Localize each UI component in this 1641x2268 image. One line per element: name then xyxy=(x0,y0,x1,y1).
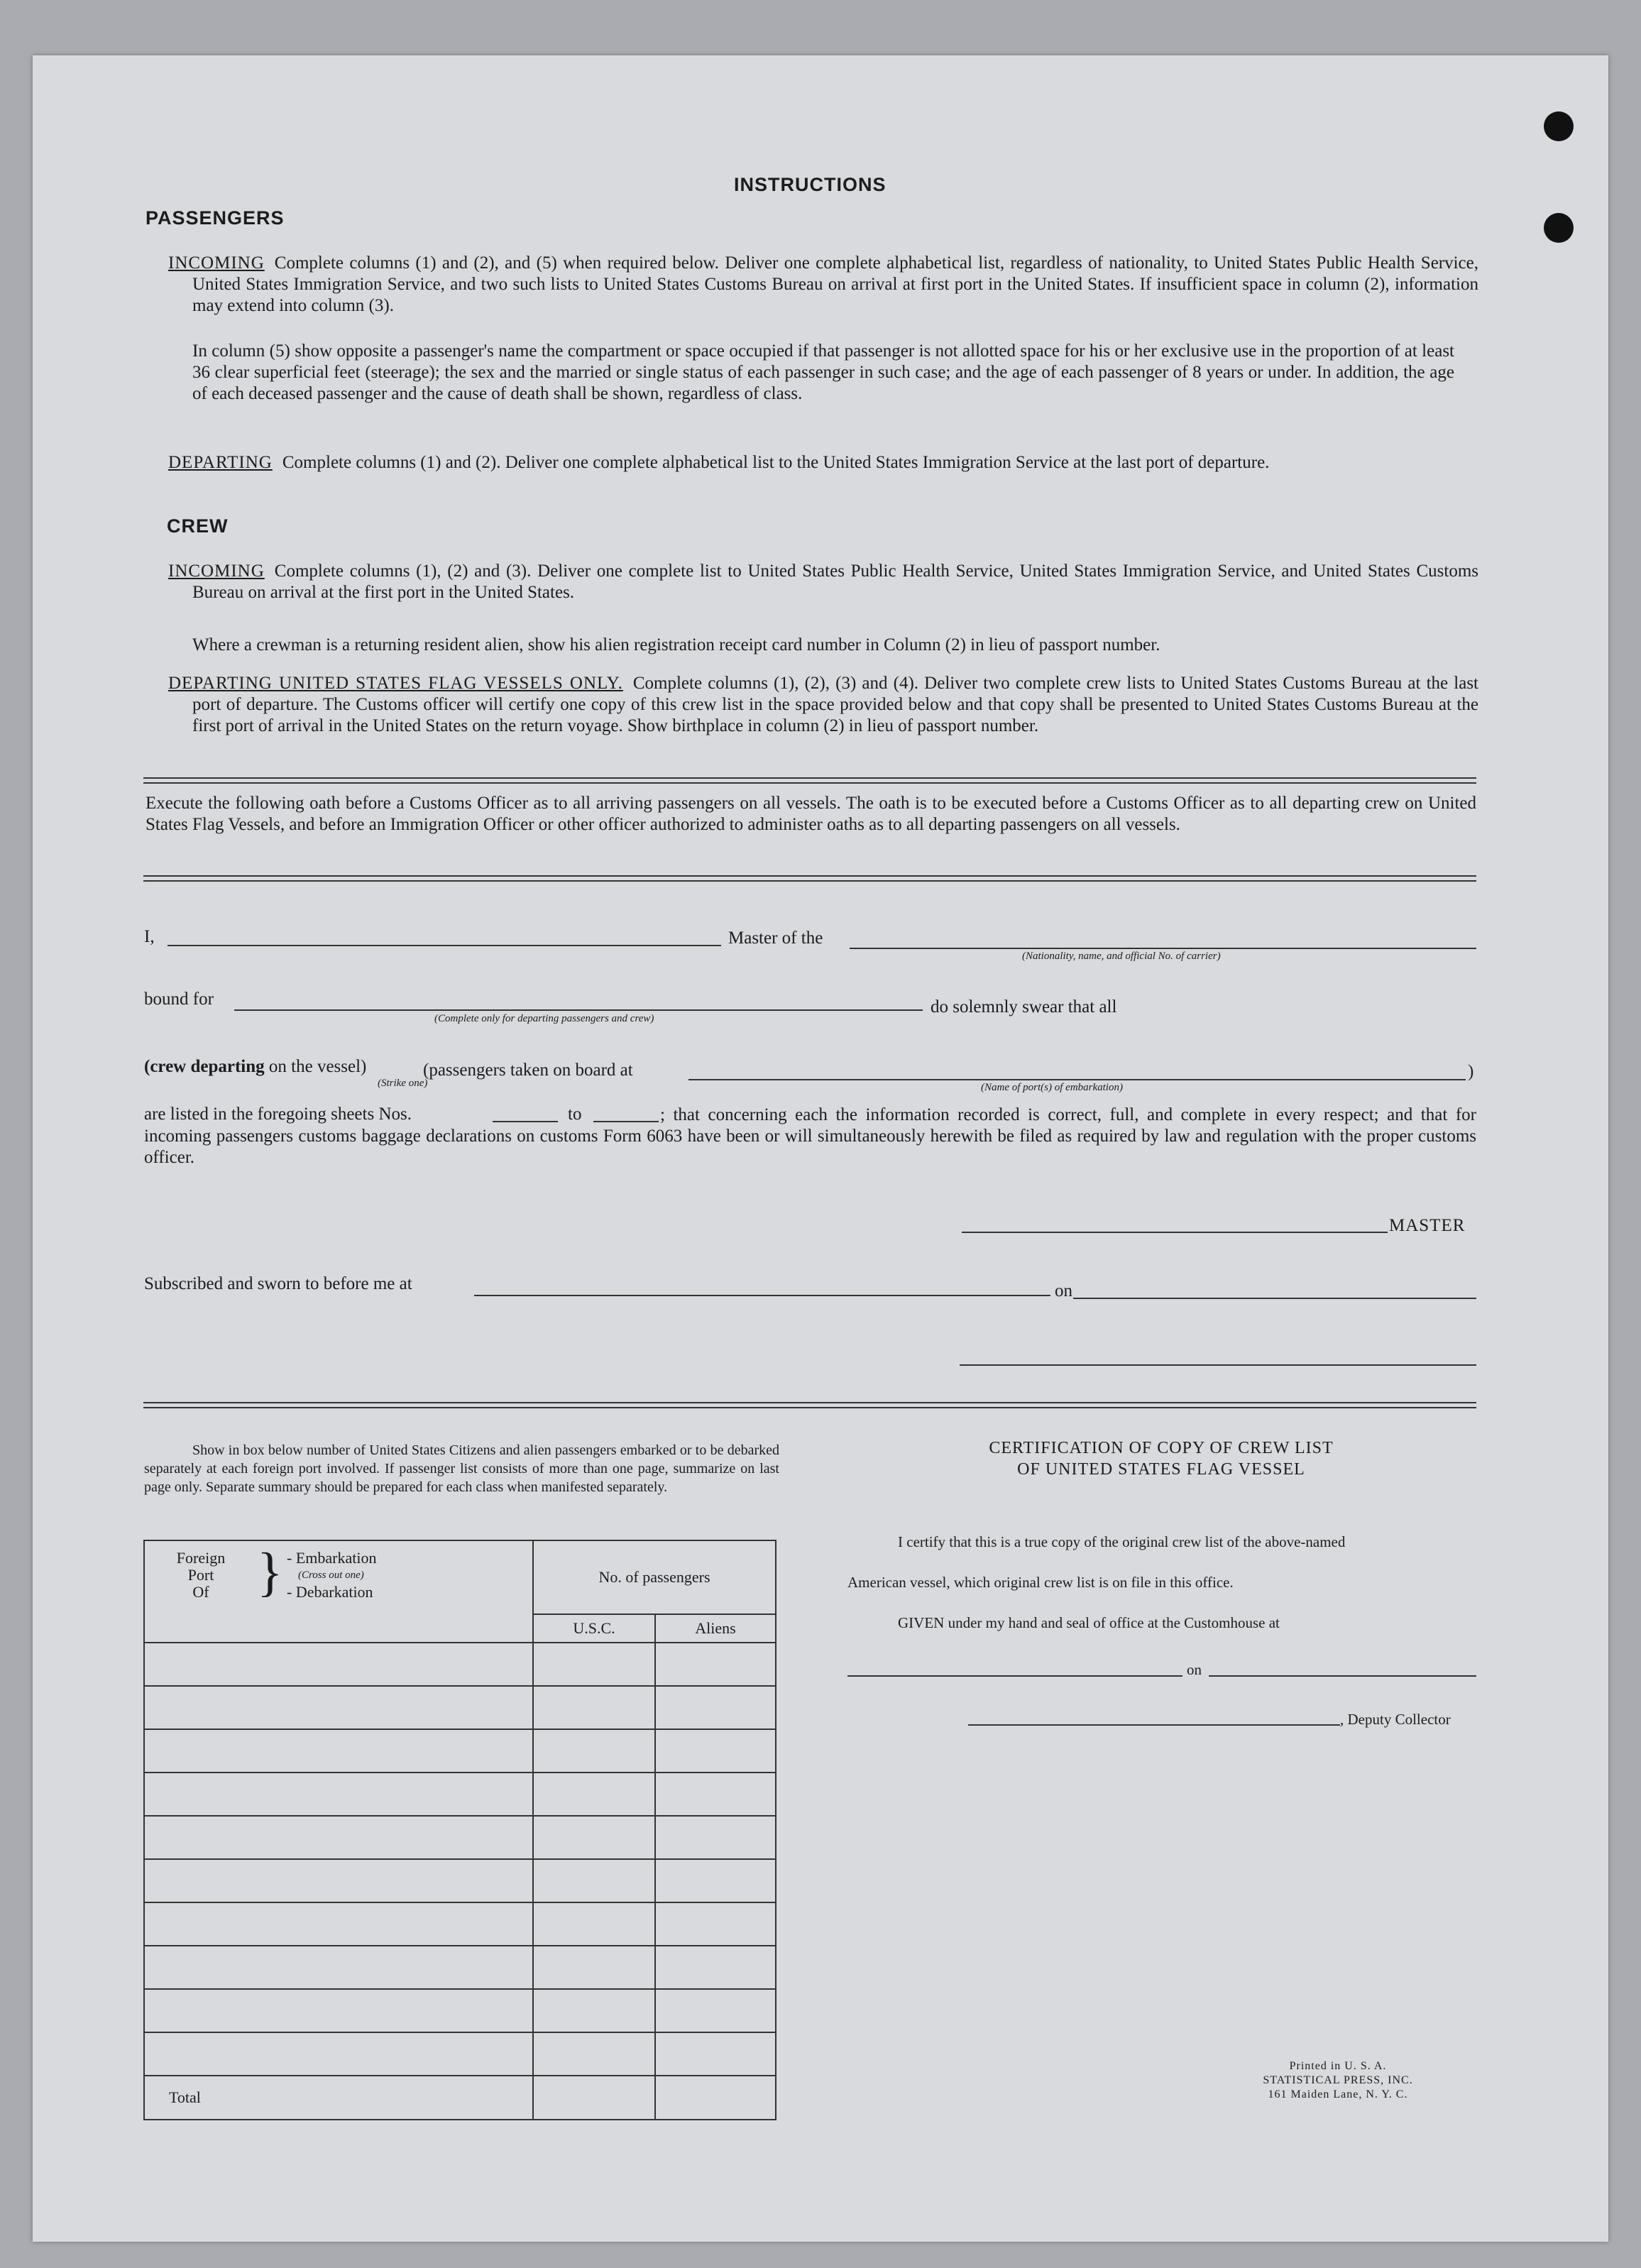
aliens-cell[interactable] xyxy=(655,1902,776,1946)
master-label: MASTER xyxy=(1389,1216,1466,1235)
divider xyxy=(143,777,1476,784)
crew-incoming-text: Complete columns (1), (2) and (3). Deliver one complete list to United States Public Health Service, United States Immigration Service, and United States Customs Bureau on arrival at the first port in the United States. xyxy=(192,561,1478,602)
crew-heading: CREW xyxy=(167,515,229,537)
printer-line2: STATISTICAL PRESS, INC. xyxy=(1263,2074,1413,2086)
sworn-on-label: on xyxy=(1055,1281,1072,1300)
port-header-label xyxy=(145,1550,257,1601)
certify-line2: American vessel, which original crew list is on file in this office. xyxy=(847,1574,1234,1591)
printer-imprint xyxy=(1235,2059,1441,2102)
usc-cell[interactable] xyxy=(533,1946,655,1989)
punch-hole xyxy=(1544,111,1574,141)
port-label: Port xyxy=(187,1566,214,1584)
usc-total-cell[interactable] xyxy=(533,2076,655,2120)
aliens-header: Aliens xyxy=(655,1614,776,1643)
aliens-cell[interactable] xyxy=(655,1773,776,1816)
passengers-column5-paragraph: In column (5) show opposite a passenger's name the compartment or space occupied if that passenger is not allotted space for his or her exclusive use in the proportion of at least 36 clear superficial feet (steerage); the sex and the married or single status of each passenger in such case; and the age of each passenger of 8 years or under. In addition, the age of each deceased passenger and the cause of death shall be shown, regardless of class. xyxy=(192,341,1454,403)
aliens-cell[interactable] xyxy=(655,1946,776,1989)
usc-cell[interactable] xyxy=(533,1989,655,2032)
deputy-signature-field[interactable] xyxy=(968,1724,1340,1726)
no-passengers-header: No. of passengers xyxy=(533,1540,776,1614)
crew-departing-text: Complete columns (1), (2), (3) and (4). Deliver two complete crew lists to United States Customs Bureau at the last port of departure. The Customs officer will certify one copy of this crew list in the space provided below and that copy shall be presented to United States Customs Bureau at the first port of arrival in the United States on the return voyage. Show birthplace in column (2) in lieu of passport number. xyxy=(192,674,1478,735)
aliens-cell[interactable] xyxy=(655,1989,776,2032)
port-cell[interactable] xyxy=(144,1729,533,1773)
port-cell[interactable] xyxy=(144,1816,533,1859)
port-cell[interactable] xyxy=(144,1643,533,1686)
customhouse-field[interactable] xyxy=(847,1675,1182,1677)
printer-line1: Printed in U. S. A. xyxy=(1289,2060,1387,2072)
usc-header: U.S.C. xyxy=(533,1614,655,1643)
port-header-cell xyxy=(144,1540,533,1643)
aliens-cell[interactable] xyxy=(655,1816,776,1859)
ports-caption: (Name of port(s) of embarkation) xyxy=(981,1082,1123,1093)
embarkation-ports-field[interactable] xyxy=(688,1079,1466,1080)
crew-alien-paragraph: Where a crewman is a returning resident alien, show his alien registration receipt card number in Column (2) in lieu of passport number. xyxy=(192,635,1160,654)
bound-for-label: bound for xyxy=(144,990,214,1009)
of-label: Of xyxy=(192,1583,209,1601)
given-line: GIVEN under my hand and seal of office at the Customhouse at xyxy=(898,1614,1280,1631)
usc-cell[interactable] xyxy=(533,2032,655,2076)
passengers-incoming-paragraph xyxy=(168,253,1478,317)
embark-debark-options xyxy=(287,1550,376,1601)
sworn-place-field[interactable] xyxy=(474,1295,1050,1296)
certify-line1: I certify that this is a true copy of the original crew list of the above-named xyxy=(898,1533,1346,1550)
close-paren: ) xyxy=(1468,1062,1474,1081)
passenger-summary-table xyxy=(143,1540,776,2120)
aliens-cell[interactable] xyxy=(655,2032,776,2076)
master-name-field[interactable] xyxy=(168,945,721,946)
port-cell[interactable] xyxy=(144,1989,533,2032)
debarkation-option[interactable]: - Debarkation xyxy=(287,1583,373,1601)
cert-date-field[interactable] xyxy=(1209,1675,1476,1677)
foreign-label: Foreign xyxy=(176,1549,226,1567)
port-cell[interactable] xyxy=(144,1773,533,1816)
passengers-departing-text: Complete columns (1) and (2). Deliver one complete alphabetical list to the United States Immigration Service at the last port of departure. xyxy=(282,453,1270,472)
on-vessel-text: on the vessel) xyxy=(268,1057,367,1076)
crew-departing-option[interactable] xyxy=(144,1057,366,1077)
crew-incoming-label: INCOMING xyxy=(168,561,265,581)
usc-cell[interactable] xyxy=(533,1729,655,1773)
passengers-incoming-text: Complete columns (1) and (2), and (5) when required below. Deliver one complete alphabetical list, regardless of nationality, to United States Public Health Service, United States Immigration Service, and two such lists to United States Customs Bureau on arrival at first port in the United States. If insufficient space in column (2), information may extend into column (3). xyxy=(192,253,1478,315)
crew-departing-bold: (crew departing xyxy=(144,1057,265,1076)
summary-note: Show in box below number of United States Citizens and alien passengers embarked or to be debarked separately at each foreign port involved. If passenger list consists of more than one page, summarize on last page only. Separate summary should be prepared for each class when manifested separately. xyxy=(144,1442,779,1495)
crew-departing-paragraph xyxy=(168,673,1478,737)
punch-hole xyxy=(1544,213,1574,243)
aliens-cell[interactable] xyxy=(655,1859,776,1902)
usc-cell[interactable] xyxy=(533,1816,655,1859)
usc-cell[interactable] xyxy=(533,1686,655,1729)
deputy-collector-label: , Deputy Collector xyxy=(1340,1711,1451,1728)
port-cell[interactable] xyxy=(144,1859,533,1902)
bound-caption: (Complete only for departing passengers and crew) xyxy=(434,1013,654,1024)
officer-signature-field[interactable] xyxy=(960,1364,1476,1366)
sworn-date-field[interactable] xyxy=(1073,1298,1476,1299)
oath-instructions: Execute the following oath before a Customs Officer as to all arriving passengers on all vessels. The oath is to be executed before a Customs Officer as to all departing crew on United States Flag Vessels, and before an Immigration Officer or other officer authorized to administer oaths as to all departing passengers on all vessels. xyxy=(146,794,1476,834)
sheets-text-a: are listed in the foregoing sheets Nos. xyxy=(144,1105,412,1124)
certification-heading-line1: CERTIFICATION OF COPY OF CREW LIST xyxy=(989,1439,1334,1457)
port-cell[interactable] xyxy=(144,2032,533,2076)
usc-cell[interactable] xyxy=(533,1902,655,1946)
carrier-caption: (Nationality, name, and official No. of carrier) xyxy=(1022,951,1221,962)
divider xyxy=(143,1402,1476,1408)
master-signature-field[interactable] xyxy=(962,1232,1388,1233)
master-of-label: Master of the xyxy=(728,928,823,948)
bound-for-field[interactable] xyxy=(234,1009,923,1011)
instructions-title: INSTRUCTIONS xyxy=(734,174,887,195)
brace-icon: } xyxy=(257,1543,283,1602)
passengers-incoming-label: INCOMING xyxy=(168,253,265,273)
sheets-to-label: to xyxy=(568,1105,582,1124)
printer-line3: 161 Maiden Lane, N. Y. C. xyxy=(1268,2088,1408,2100)
crew-departing-label: DEPARTING UNITED STATES FLAG VESSELS ONLY. xyxy=(168,674,623,693)
usc-cell[interactable] xyxy=(533,1859,655,1902)
passengers-departing-paragraph xyxy=(168,452,1478,473)
passengers-heading: PASSENGERS xyxy=(146,207,285,229)
crew-incoming-paragraph xyxy=(168,561,1478,603)
oath-i-label: I, xyxy=(144,927,155,946)
embarkation-option[interactable]: - Embarkation xyxy=(287,1549,377,1567)
strike-caption: (Strike one) xyxy=(378,1078,428,1089)
cross-out-caption: (Cross out one) xyxy=(298,1569,364,1581)
swear-label: do solemnly swear that all xyxy=(931,997,1117,1017)
passengers-taken-option[interactable]: (passengers taken on board at xyxy=(423,1061,633,1080)
cert-on-label: on xyxy=(1187,1661,1202,1678)
subscribed-label: Subscribed and sworn to before me at xyxy=(144,1274,412,1293)
aliens-total-cell[interactable] xyxy=(655,2076,776,2120)
total-label: Total xyxy=(144,2076,533,2120)
divider xyxy=(143,875,1476,882)
port-cell[interactable] xyxy=(144,1686,533,1729)
sheets-text-b: ; that concerning each the information recorded is correct, full, and complete in every respect; and that for incoming passengers customs baggage declarations on customs Form 6063 have been or will simultaneously herewith be filed as required by law and regulation with the proper customs officer. xyxy=(144,1105,1476,1167)
carrier-field[interactable] xyxy=(850,948,1476,949)
certification-heading-line2: OF UNITED STATES FLAG VESSEL xyxy=(1017,1460,1305,1479)
usc-cell[interactable] xyxy=(533,1643,655,1686)
aliens-cell[interactable] xyxy=(655,1729,776,1773)
usc-cell[interactable] xyxy=(533,1773,655,1816)
port-cell[interactable] xyxy=(144,1902,533,1946)
certification-heading xyxy=(877,1437,1445,1480)
port-cell[interactable] xyxy=(144,1946,533,1989)
aliens-cell[interactable] xyxy=(655,1686,776,1729)
aliens-cell[interactable] xyxy=(655,1643,776,1686)
passengers-departing-label: DEPARTING xyxy=(168,453,273,472)
